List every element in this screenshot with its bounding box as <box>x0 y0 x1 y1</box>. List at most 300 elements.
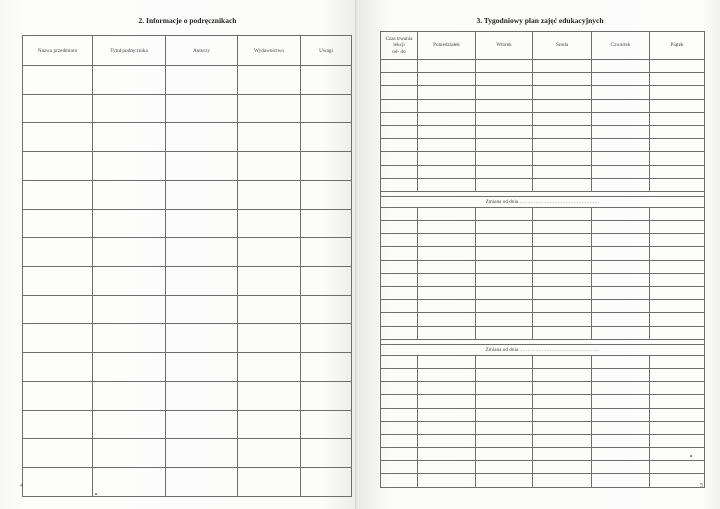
textbook-cell <box>301 381 352 410</box>
schedule-row <box>381 86 705 99</box>
duration-line-1: Czas trwania <box>385 36 413 43</box>
lesson-time-cell <box>381 273 418 286</box>
lesson-cell <box>592 300 650 313</box>
textbook-cell <box>23 209 93 238</box>
textbook-cell <box>301 94 352 123</box>
lesson-cell <box>650 139 705 152</box>
lesson-cell <box>418 165 476 178</box>
textbook-cell <box>238 209 301 238</box>
textbook-row <box>23 123 352 152</box>
lesson-cell <box>650 326 705 339</box>
lesson-cell <box>592 273 650 286</box>
lesson-cell <box>418 273 476 286</box>
lesson-cell <box>476 273 533 286</box>
change-date-dots: .................................................. <box>519 198 600 205</box>
change-date-label: Zmiana od dnia <box>485 346 520 353</box>
textbook-cell <box>23 66 93 95</box>
textbook-cell <box>166 468 238 497</box>
schedule-row <box>381 355 705 368</box>
lesson-cell <box>533 125 592 138</box>
page-number-left: 4 <box>20 483 23 489</box>
lesson-cell <box>476 448 533 461</box>
textbook-cell <box>301 295 352 324</box>
schedule-row <box>381 125 705 138</box>
lesson-cell <box>650 382 705 395</box>
duration-line-2: lekcji <box>393 42 405 49</box>
lesson-cell <box>650 461 705 474</box>
textbook-cell <box>238 410 301 439</box>
lesson-cell <box>533 408 592 421</box>
lesson-cell <box>476 99 533 112</box>
textbook-row <box>23 410 352 439</box>
lesson-cell <box>650 165 705 178</box>
header-wednesday: Środa <box>533 32 592 60</box>
textbook-cell <box>238 468 301 497</box>
lesson-time-cell <box>381 178 418 191</box>
lesson-cell <box>592 221 650 234</box>
change-date-row <box>381 344 705 355</box>
textbook-cell <box>166 209 238 238</box>
schedule-row <box>381 99 705 112</box>
textbook-cell <box>238 381 301 410</box>
header-authors: Autorzy <box>166 36 238 66</box>
lesson-cell <box>476 112 533 125</box>
textbook-cell <box>93 267 166 296</box>
lesson-cell <box>418 382 476 395</box>
lesson-time-cell <box>381 421 418 434</box>
header-lesson-duration <box>381 32 418 60</box>
lesson-time-cell <box>381 461 418 474</box>
textbook-cell <box>301 123 352 152</box>
lesson-cell <box>592 260 650 273</box>
textbook-cell <box>23 468 93 497</box>
lesson-cell <box>650 368 705 381</box>
change-date-label: Zmiana od dnia <box>485 198 520 205</box>
lesson-cell <box>476 355 533 368</box>
textbook-cell <box>23 152 93 181</box>
lesson-time-cell <box>381 221 418 234</box>
schedule-row <box>381 273 705 286</box>
textbook-cell <box>301 324 352 353</box>
schedule-row <box>381 300 705 313</box>
lesson-cell <box>592 165 650 178</box>
textbook-cell <box>93 295 166 324</box>
lesson-cell <box>650 125 705 138</box>
lesson-cell <box>418 434 476 447</box>
textbook-cell <box>23 267 93 296</box>
lesson-cell <box>533 300 592 313</box>
lesson-cell <box>650 273 705 286</box>
lesson-cell <box>533 395 592 408</box>
lesson-time-cell <box>381 408 418 421</box>
textbook-cell <box>166 410 238 439</box>
lesson-cell <box>533 60 592 73</box>
lesson-time-cell <box>381 300 418 313</box>
lesson-cell <box>592 287 650 300</box>
lesson-cell <box>592 408 650 421</box>
schedule-header-row <box>381 32 705 60</box>
textbook-cell <box>238 439 301 468</box>
textbook-cell <box>93 439 166 468</box>
lesson-time-cell <box>381 73 418 86</box>
lesson-cell <box>418 99 476 112</box>
lesson-cell <box>418 448 476 461</box>
lesson-cell <box>533 165 592 178</box>
lesson-cell <box>418 139 476 152</box>
textbook-cell <box>301 267 352 296</box>
textbook-cell <box>166 94 238 123</box>
lesson-time-cell <box>381 287 418 300</box>
schedule-row <box>381 368 705 381</box>
lesson-cell <box>476 234 533 247</box>
textbook-cell <box>166 66 238 95</box>
lesson-cell <box>418 221 476 234</box>
textbook-cell <box>301 410 352 439</box>
schedule-row <box>381 178 705 191</box>
lesson-cell <box>592 382 650 395</box>
textbook-cell <box>23 94 93 123</box>
lesson-cell <box>418 326 476 339</box>
textbook-cell <box>93 152 166 181</box>
textbook-row <box>23 152 352 181</box>
lesson-cell <box>533 112 592 125</box>
textbook-cell <box>93 209 166 238</box>
textbook-row <box>23 180 352 209</box>
lesson-cell <box>650 313 705 326</box>
header-publisher: Wydawnictwo <box>238 36 301 66</box>
textbook-cell <box>238 267 301 296</box>
lesson-cell <box>533 86 592 99</box>
schedule-row <box>381 234 705 247</box>
schedule-row <box>381 461 705 474</box>
lesson-cell <box>418 461 476 474</box>
textbook-row <box>23 324 352 353</box>
lesson-time-cell <box>381 355 418 368</box>
textbook-cell <box>93 123 166 152</box>
schedule-row <box>381 287 705 300</box>
schedule-row <box>381 382 705 395</box>
change-date-cell <box>381 196 705 207</box>
lesson-cell <box>592 60 650 73</box>
lesson-cell <box>476 152 533 165</box>
lesson-cell <box>418 395 476 408</box>
schedule-row <box>381 247 705 260</box>
lesson-cell <box>418 207 476 220</box>
textbook-row <box>23 94 352 123</box>
textbook-cell <box>301 66 352 95</box>
lesson-cell <box>650 73 705 86</box>
lesson-cell <box>476 326 533 339</box>
textbook-cell <box>166 381 238 410</box>
lesson-cell <box>476 461 533 474</box>
schedule-row <box>381 73 705 86</box>
schedule-row <box>381 395 705 408</box>
lesson-cell <box>592 112 650 125</box>
lesson-cell <box>650 99 705 112</box>
page-number-right: 5 <box>700 483 703 489</box>
lesson-cell <box>592 234 650 247</box>
change-date-cell <box>381 344 705 355</box>
lesson-cell <box>476 86 533 99</box>
textbook-cell <box>23 180 93 209</box>
textbook-cell <box>301 180 352 209</box>
header-tuesday: Wtorek <box>476 32 533 60</box>
lesson-cell <box>650 221 705 234</box>
textbook-row <box>23 209 352 238</box>
textbook-cell <box>23 295 93 324</box>
textbook-cell <box>23 381 93 410</box>
lesson-cell <box>418 125 476 138</box>
lesson-cell <box>418 421 476 434</box>
textbook-cell <box>93 238 166 267</box>
lesson-cell <box>476 395 533 408</box>
lesson-time-cell <box>381 382 418 395</box>
lesson-cell <box>476 368 533 381</box>
lesson-cell <box>476 60 533 73</box>
lesson-cell <box>476 221 533 234</box>
textbook-cell <box>166 152 238 181</box>
lesson-cell <box>476 73 533 86</box>
lesson-cell <box>650 112 705 125</box>
textbooks-table <box>22 35 352 497</box>
textbook-cell <box>238 152 301 181</box>
textbook-cell <box>166 180 238 209</box>
textbook-cell <box>93 94 166 123</box>
lesson-cell <box>650 260 705 273</box>
lesson-cell <box>476 300 533 313</box>
schedule-row <box>381 207 705 220</box>
schedule-row <box>381 112 705 125</box>
schedule-row <box>381 152 705 165</box>
lesson-cell <box>418 73 476 86</box>
lesson-cell <box>592 178 650 191</box>
textbook-cell <box>238 353 301 382</box>
lesson-time-cell <box>381 60 418 73</box>
lesson-cell <box>476 421 533 434</box>
textbooks-header-row <box>23 36 352 66</box>
textbook-cell <box>23 238 93 267</box>
lesson-cell <box>533 260 592 273</box>
textbook-cell <box>238 238 301 267</box>
lesson-cell <box>592 326 650 339</box>
lesson-cell <box>592 247 650 260</box>
lesson-time-cell <box>381 434 418 447</box>
lesson-cell <box>476 408 533 421</box>
lesson-cell <box>533 368 592 381</box>
textbook-cell <box>93 381 166 410</box>
lesson-cell <box>418 260 476 273</box>
schedule-row <box>381 139 705 152</box>
textbook-cell <box>301 152 352 181</box>
lesson-cell <box>650 152 705 165</box>
textbook-cell <box>238 123 301 152</box>
duration-line-3: od- do <box>392 48 406 55</box>
lesson-cell <box>592 474 650 487</box>
lesson-cell <box>650 434 705 447</box>
lesson-cell <box>592 368 650 381</box>
textbook-cell <box>93 180 166 209</box>
lesson-cell <box>650 287 705 300</box>
lesson-cell <box>650 86 705 99</box>
header-friday: Piątek <box>650 32 705 60</box>
textbook-row <box>23 267 352 296</box>
lesson-cell <box>476 165 533 178</box>
lesson-cell <box>476 287 533 300</box>
lesson-cell <box>476 313 533 326</box>
lesson-cell <box>650 474 705 487</box>
textbooks-body <box>23 66 352 497</box>
lesson-cell <box>592 99 650 112</box>
lesson-cell <box>592 313 650 326</box>
schedule-row <box>381 448 705 461</box>
textbook-cell <box>238 94 301 123</box>
textbook-cell <box>93 353 166 382</box>
lesson-cell <box>592 207 650 220</box>
textbook-cell <box>301 353 352 382</box>
lesson-cell <box>533 207 592 220</box>
lesson-cell <box>592 448 650 461</box>
lesson-cell <box>418 86 476 99</box>
lesson-cell <box>476 474 533 487</box>
lesson-cell <box>418 112 476 125</box>
schedule-row <box>381 408 705 421</box>
lesson-cell <box>650 448 705 461</box>
textbook-cell <box>166 439 238 468</box>
lesson-time-cell <box>381 395 418 408</box>
lesson-cell <box>533 421 592 434</box>
schedule-row <box>381 60 705 73</box>
change-date-dots: .................................................. <box>519 346 600 353</box>
lesson-cell <box>418 355 476 368</box>
lesson-cell <box>418 474 476 487</box>
schedule-row <box>381 313 705 326</box>
lesson-cell <box>650 178 705 191</box>
lesson-cell <box>533 448 592 461</box>
textbook-cell <box>238 66 301 95</box>
header-notes: Uwagi <box>301 36 352 66</box>
lesson-cell <box>533 474 592 487</box>
textbook-cell <box>301 468 352 497</box>
lesson-cell <box>533 313 592 326</box>
lesson-cell <box>533 234 592 247</box>
textbook-row <box>23 468 352 497</box>
schedule-row <box>381 221 705 234</box>
lesson-cell <box>476 434 533 447</box>
lesson-time-cell <box>381 326 418 339</box>
lesson-time-cell <box>381 125 418 138</box>
textbook-row <box>23 439 352 468</box>
lesson-time-cell <box>381 86 418 99</box>
lesson-cell <box>418 178 476 191</box>
lesson-cell <box>592 421 650 434</box>
lesson-time-cell <box>381 112 418 125</box>
header-thursday: Czwartek <box>592 32 650 60</box>
lesson-cell <box>418 300 476 313</box>
textbook-cell <box>166 324 238 353</box>
textbook-cell <box>93 410 166 439</box>
lesson-cell <box>533 382 592 395</box>
textbook-cell <box>166 238 238 267</box>
textbook-cell <box>166 123 238 152</box>
lesson-cell <box>418 247 476 260</box>
header-textbook-title: Tytuł podręcznika <box>93 36 166 66</box>
textbook-row <box>23 66 352 95</box>
textbook-cell <box>166 295 238 324</box>
lesson-cell <box>533 99 592 112</box>
lesson-cell <box>650 421 705 434</box>
right-page <box>360 0 720 509</box>
lesson-cell <box>476 178 533 191</box>
paper-speck <box>95 493 97 495</box>
lesson-cell <box>592 86 650 99</box>
textbook-row <box>23 381 352 410</box>
lesson-time-cell <box>381 152 418 165</box>
lesson-cell <box>650 355 705 368</box>
lesson-cell <box>533 434 592 447</box>
textbook-cell <box>93 468 166 497</box>
lesson-cell <box>476 125 533 138</box>
lesson-cell <box>650 408 705 421</box>
textbook-cell <box>23 324 93 353</box>
lesson-cell <box>476 207 533 220</box>
schedule-body <box>381 60 705 488</box>
lesson-cell <box>533 326 592 339</box>
lesson-cell <box>650 300 705 313</box>
lesson-cell <box>533 287 592 300</box>
lesson-cell <box>533 221 592 234</box>
lesson-cell <box>476 382 533 395</box>
textbook-cell <box>23 123 93 152</box>
schedule-title: 3. Tygodniowy plan zajęć edukacyjnych <box>476 16 604 25</box>
schedule-row <box>381 474 705 487</box>
lesson-cell <box>418 152 476 165</box>
schedule-row <box>381 260 705 273</box>
schedule-table <box>380 31 705 488</box>
textbook-cell <box>301 209 352 238</box>
lesson-cell <box>533 73 592 86</box>
lesson-cell <box>418 368 476 381</box>
lesson-cell <box>592 395 650 408</box>
textbook-cell <box>166 267 238 296</box>
header-monday: Poniedziałek <box>418 32 476 60</box>
lesson-cell <box>592 125 650 138</box>
lesson-cell <box>533 178 592 191</box>
textbook-cell <box>23 410 93 439</box>
lesson-cell <box>592 139 650 152</box>
schedule-row <box>381 421 705 434</box>
lesson-cell <box>650 395 705 408</box>
textbooks-title: 2. Informacje o podręcznikach <box>138 16 237 25</box>
lesson-cell <box>533 355 592 368</box>
lesson-cell <box>650 60 705 73</box>
lesson-time-cell <box>381 368 418 381</box>
paper-speck <box>690 455 692 457</box>
lesson-cell <box>533 461 592 474</box>
lesson-time-cell <box>381 474 418 487</box>
lesson-cell <box>650 234 705 247</box>
lesson-cell <box>533 152 592 165</box>
textbook-cell <box>301 238 352 267</box>
schedule-row <box>381 434 705 447</box>
textbook-cell <box>238 295 301 324</box>
textbook-cell <box>238 180 301 209</box>
header-subject-name: Nazwa przedmiotu <box>23 36 93 66</box>
lesson-time-cell <box>381 247 418 260</box>
lesson-time-cell <box>381 207 418 220</box>
textbook-cell <box>238 324 301 353</box>
lesson-cell <box>650 247 705 260</box>
left-page <box>0 0 357 509</box>
